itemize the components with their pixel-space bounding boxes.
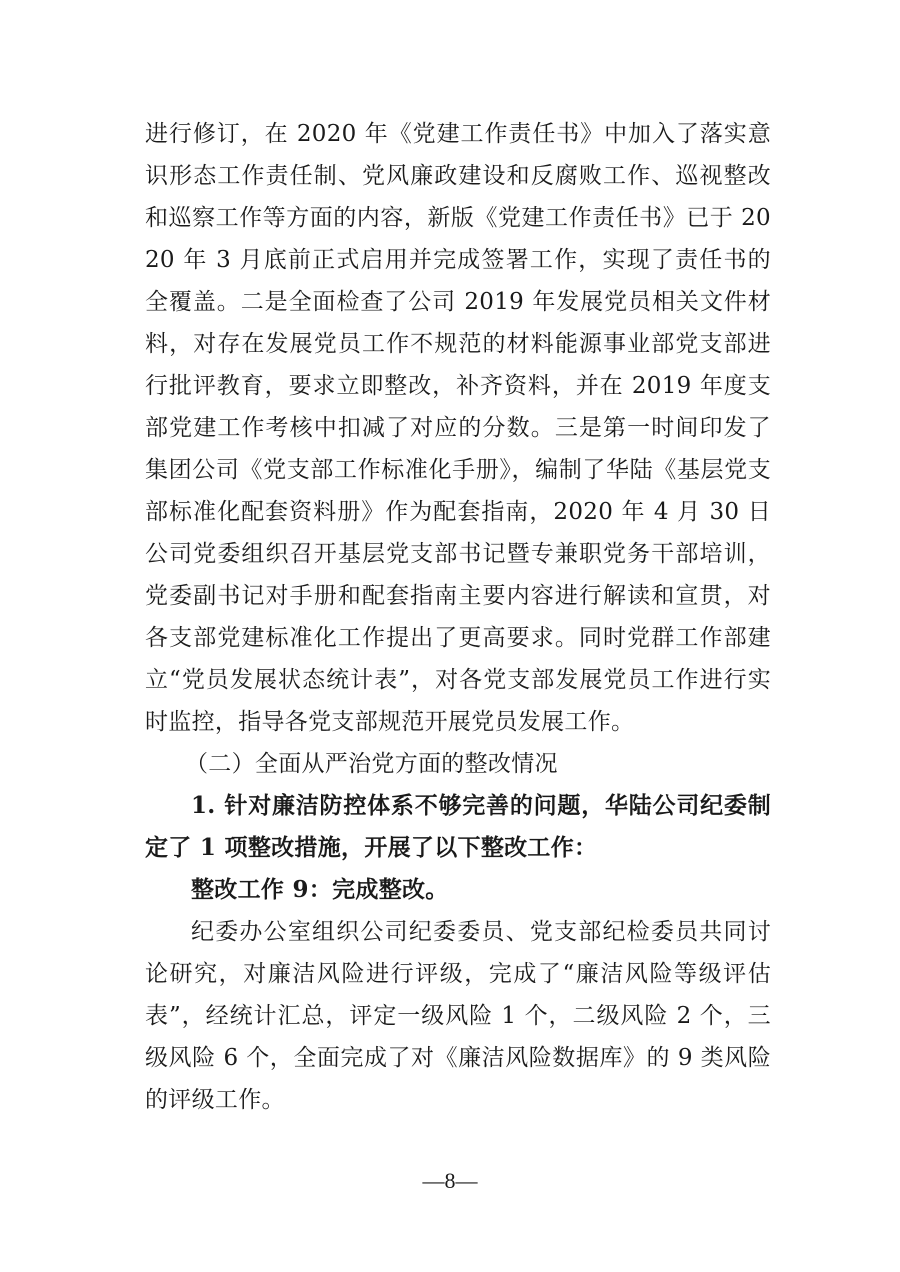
task-body-paragraph: 纪委办公室组织公司纪委委员、党支部纪检委员共同讨论研究，对廉洁风险进行评级，完成了“廉洁风险等级评估表”，经统计汇总，评定一级风险 1 个，二级风险 2 个，三级风险 6 个，全面完成了对《廉洁风险数据库》的 9 类风险的评级工作。 (145, 919, 771, 1113)
page-number: —8— (422, 1168, 478, 1193)
section-heading: （二）全面从严治党方面的整改情况 (185, 751, 558, 777)
document-body (145, 113, 771, 1121)
paragraph-continuation: 进行修订，在 2020 年《党建工作责任书》中加入了落实意识形态工作责任制、党风廉政建设和反腐败工作、巡视整改和巡察工作等方面的内容，新版《党建工作责任书》已于 2020 年 3 月底前正式启用并完成签署工作，实现了责任书的全覆盖。二是全面检查了公司 2019 年发展党员相关文件材料，对存在发展党员工作不规范的材料能源事业部党支部进行批评教育，要求立即整改，补齐资料，并在 2019 年度支部党建工作考核中扣减了对应的分数。三是第一时间印发了集团公司《党支部工作标准化手册》，编制了华陆《基层党支部标准化配套资料册》作为配套指南，2020 年 4 月 30 日公司党委组织召开基层党支部书记暨专兼职党务干部培训，党委副书记对手册和配套指南主要内容进行解读和宣贯，对各支部党建标准化工作提出了更高要求。同时党群工作部建立“党员发展状态统计表”，对各党支部发展党员工作进行实时监控，指导各党支部规范开展党员发展工作。 (145, 121, 771, 735)
issue-heading: 1. 针对廉洁防控体系不够完善的问题，华陆公司纪委制定了 1 项整改措施，开展了以下整改工作： (145, 792, 771, 861)
task-heading: 整改工作 9：完成整改。 (191, 876, 449, 903)
